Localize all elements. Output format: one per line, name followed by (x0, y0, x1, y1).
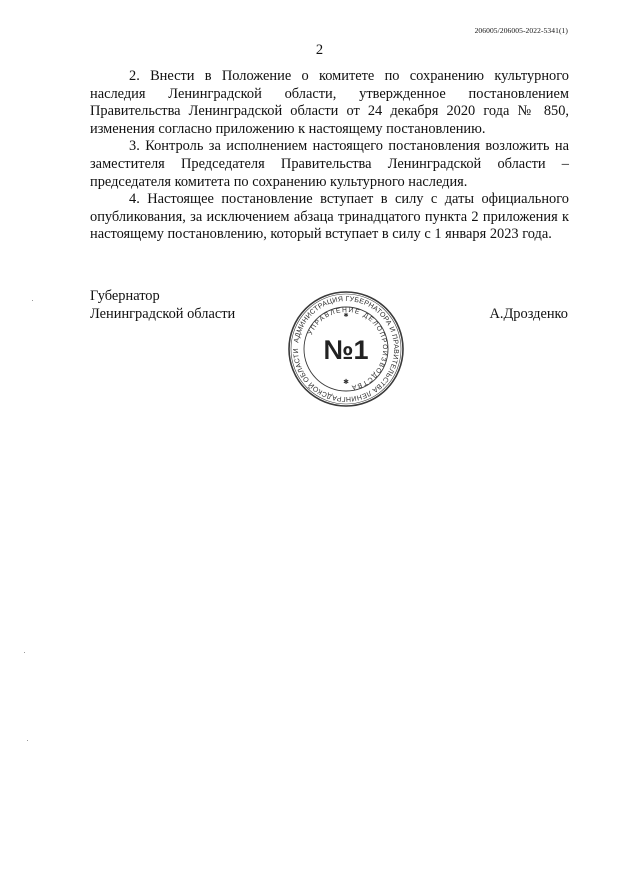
seal-star-icon-top: ✱ (343, 313, 349, 319)
scan-speck (32, 300, 33, 301)
signatory-position (90, 288, 235, 323)
scan-speck (24, 652, 25, 653)
seal-outer-text: АДМИНИСТРАЦИЯ ГУБЕРНАТОРА И ПРАВИТЕЛЬСТВА ЛЕНИНГРАДСКОЙ ОБЛАСТИ (292, 295, 400, 403)
paragraph-4: 4. Настоящее постановление вступает в силу с даты официального опубликования, за исключением абзаца тринадцатого пункта 2 приложения к настоящему постановлению, который вступает в силу с 1 января 2023 года. (90, 191, 569, 243)
scan-speck (27, 740, 28, 741)
seal-inner-text: УПРАВЛЕНИЕ ДЕЛОПРОИЗВОДСТВА (306, 306, 389, 391)
seal-number: №1 (323, 335, 369, 365)
document-id: 206005/206005-2022-5341(1) (474, 26, 568, 35)
page-number: 2 (315, 42, 324, 58)
document-body (90, 68, 569, 244)
signatory-title-line1: Губернатор (90, 288, 160, 304)
seal-star-icon: ✱ (343, 379, 349, 386)
paragraph-3: 3. Контроль за исполнением настоящего постановления возложить на заместителя Председателя Правительства Ленинградской области – председателя комитета по сохранению культурного наследия. (90, 138, 569, 190)
signatory-title-line2: Ленинградской области (90, 305, 236, 322)
signatory-name: А.Дрозденко (489, 306, 568, 322)
paragraph-2: 2. Внести в Положение о комитете по сохранению культурного наследия Ленинградской области, утвержденное постановлением Правительства Ленинградской области от 24 декабря 2020 года № 850, изменения согласно приложению к настоящему постановлению. (90, 68, 569, 137)
official-seal-stamp (287, 290, 405, 408)
